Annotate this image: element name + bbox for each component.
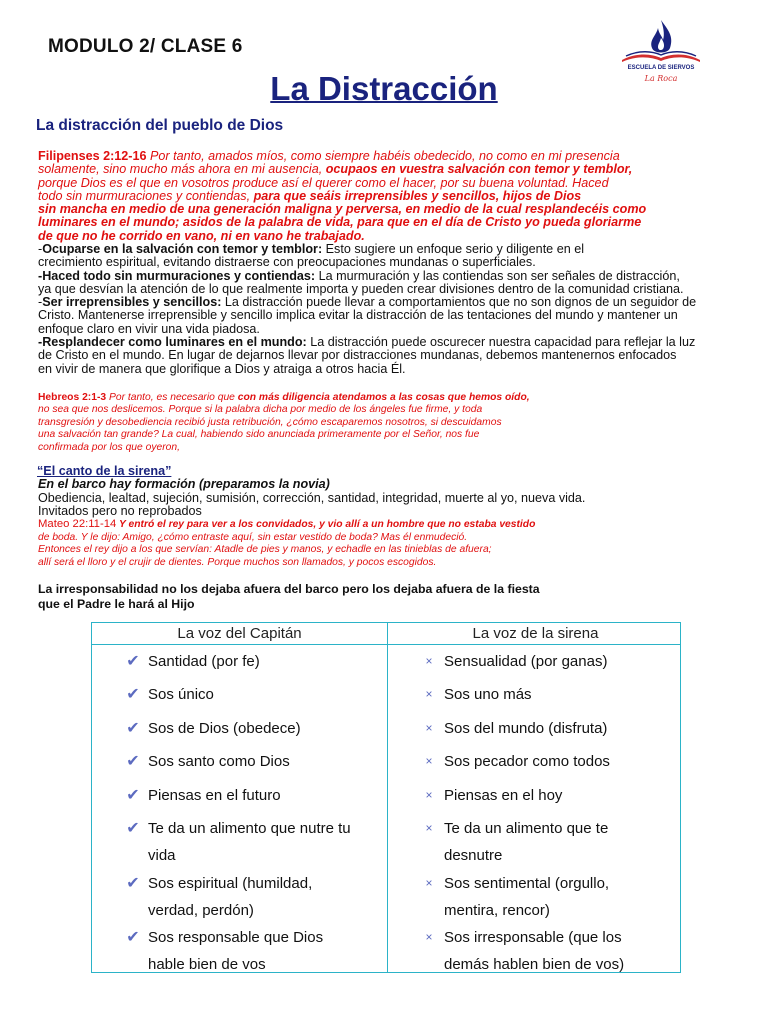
verse-line: todo sin murmuraciones y contiendas, para que seáis irreprensibles y sencillos, hijos de Dios [38, 188, 582, 203]
verse-reference: Hebreos 2:1-3 [38, 392, 107, 403]
siren-row-5 [425, 782, 563, 809]
cell-text: Piensas en el hoy [444, 787, 563, 804]
siren-row-3 [425, 715, 608, 742]
check-icon: ✔ [126, 820, 140, 837]
captain-row-4 [126, 748, 290, 775]
captain-row-3 [126, 715, 301, 742]
cell-text: Sos santo como Dios [148, 753, 290, 770]
cell-text: Sos pecador como todos [444, 753, 610, 770]
cell-text: Sos único [148, 686, 214, 703]
commentary-line: crecimiento espiritual, evitando distraerse con preocupaciones mundanas o superficiales. [38, 255, 536, 270]
school-logo [612, 18, 710, 90]
cell-text: Santidad (por fe) [148, 653, 260, 670]
verse-reference: Filipenses 2:12-16 [38, 149, 147, 163]
check-icon: ✔ [126, 753, 140, 770]
verse-line: Entonces el rey dijo a los que servían: Atadle de pies y manos, y echadle en las tinieblas de afuera; [38, 544, 492, 556]
commentary-line: -Haced todo sin murmuraciones y contiendas: La murmuración y las contiendas son ser señales de distracción, [38, 268, 680, 283]
commentary-line: ya que desvían la atención de lo que realmente importa y pueden crear divisiones dentro de la comunidad cristiana. [38, 281, 684, 296]
cell-text: demás hablen bien de vos) [444, 956, 625, 973]
verse-line: de boda. Y le dijo: Amigo, ¿cómo entraste aquí, sin estar vestido de boda? Mas él enmudeció. [38, 531, 468, 543]
verse-line: Hebreos 2:1-3 Por tanto, es necesario que con más diligencia atendamos a las cosas que hemos oído, [38, 392, 530, 403]
cell-text: Sos uno más [444, 686, 532, 703]
cell-text: Te da un alimento que nutre tu [148, 820, 351, 837]
page-title: La Distracción [270, 70, 498, 107]
captain-row-2 [126, 681, 214, 708]
siren-row-2 [425, 681, 532, 708]
check-icon: ✔ [126, 929, 140, 946]
cell-text: Sos sentimental (orgullo, [444, 875, 610, 892]
cell-text: hable bien de vos [148, 956, 266, 973]
verse-line: transgresión y desobediencia recibió justa retribución, ¿cómo escaparemos nosotros, si descuidamos [38, 416, 502, 428]
invited-line: Invitados pero no reprobados [38, 503, 202, 518]
check-icon: ✔ [126, 720, 140, 737]
cell-text: Sos de Dios (obedece) [148, 720, 301, 737]
logo-subtitle: La Roca [644, 74, 678, 83]
siren-section [38, 465, 738, 570]
siren-row-8 [425, 924, 625, 978]
cross-icon: × [425, 654, 433, 668]
cross-icon: × [425, 687, 433, 701]
cross-icon: × [425, 788, 433, 802]
cross-icon: × [425, 876, 433, 890]
siren-subtitle: En el barco hay formación (preparamos la novia) [38, 477, 330, 492]
commentary-line: en vivir de manera que glorifique a Dios y atraiga a otros hacia Él. [38, 361, 406, 376]
verse-line: solamente, sino mucho más ahora en mi ausencia, ocupaos en vuestra salvación con temor y temblor, [38, 162, 633, 177]
cell-text: Te da un alimento que te [444, 820, 609, 837]
commentary-line: de Cristo en el mundo. En lugar de dejarnos llevar por distracciones mundanas, debemos mantenernos enfocados [38, 348, 677, 363]
cross-icon: × [425, 754, 433, 768]
cell-text: mentira, rencor) [444, 902, 550, 919]
verse-line: de que no he corrido en vano, ni en vano he trabajado. [38, 228, 365, 243]
philippians-passage [38, 150, 738, 243]
verse-line: sin mancha en medio de una generación maligna y perversa, en medio de la cual resplandecéis como [38, 202, 647, 217]
verse-line: confirmada por los que oyeron, [38, 441, 180, 453]
check-icon: ✔ [126, 875, 140, 892]
verse-line: allí será el lloro y el crujir de dientes. Porque muchos son llamados, y pocos escogidos. [38, 556, 437, 568]
verse-line: Filipenses 2:12-16 Por tanto, amados míos, como siempre habéis obedecido, no como en mi presencia [38, 149, 620, 163]
header-siren: La voz de la sirena [472, 625, 599, 642]
check-icon: ✔ [126, 686, 140, 703]
verse-line: no sea que nos deslicemos. Porque si la palabra dicha por medio de los ángeles fue firme, y toda [38, 404, 483, 416]
siren-link[interactable]: “El canto de la sirena” [37, 464, 172, 478]
closing-statement: La irresponsabilidad no los dejaba afuera del barco pero los dejaba afuera de la fiesta que el Padre le hará al Hijo [38, 582, 540, 611]
section-heading: La distracción del pueblo de Dios [36, 117, 284, 134]
captain-row-5 [126, 782, 281, 809]
commentary-line: -Ocuparse en la salvación con temor y temblor: Esto sugiere un enfoque serio y diligente en el [38, 242, 584, 256]
siren-row-1 [425, 648, 608, 675]
check-icon: ✔ [126, 653, 140, 670]
siren-row-4 [425, 748, 610, 775]
cross-icon: × [425, 930, 433, 944]
header-captain: La voz del Capitán [177, 625, 302, 642]
cell-text: Sensualidad (por ganas) [444, 653, 608, 670]
cross-icon: × [425, 821, 433, 835]
commentary-line: -Resplandecer como luminares en el mundo: La distracción puede oscurecer nuestra capacidad para reflejar la luz [38, 335, 696, 350]
cross-icon: × [425, 721, 433, 735]
comparison-table [91, 622, 681, 973]
cell-text: Sos irresponsable (que los [444, 929, 622, 946]
cell-text: Piensas en el futuro [148, 787, 281, 804]
module-label: MODULO 2/ CLASE 6 [48, 36, 243, 57]
cell-text: verdad, perdón) [148, 902, 254, 919]
verse-line: luminares en el mundo; asidos de la palabra de vida, para que en el día de Cristo yo pueda gloriarme [38, 215, 642, 230]
flame-book-icon [612, 18, 710, 66]
siren-row-6 [425, 815, 609, 869]
cell-text: desnutre [444, 847, 503, 864]
logo-name: ESCUELA DE SIERVOS [627, 65, 695, 71]
cell-text: Sos espiritual (humildad, [148, 875, 313, 892]
siren-row-7 [425, 870, 610, 924]
formation-list: Obediencia, lealtad, sujeción, sumisión, corrección, santidad, integridad, muerte al yo, nueva vida. [38, 490, 586, 505]
captain-row-8 [126, 924, 324, 978]
cell-text: Sos responsable que Dios [148, 929, 324, 946]
check-icon: ✔ [126, 787, 140, 804]
verse-reference: Mateo 22:11-14 [38, 518, 117, 531]
captain-row-7 [126, 870, 313, 924]
hebrews-passage [38, 392, 738, 454]
commentary-line: -Ser irreprensibles y sencillos: La distracción puede llevar a comportamientos que no son dignos de un seguidor de [38, 295, 697, 310]
cell-text: Sos del mundo (disfruta) [444, 720, 608, 737]
cell-text: vida [148, 847, 176, 864]
verse-line: una salvación tan grande? La cual, habiendo sido anunciada primeramente por el Señor, nos fue [38, 429, 480, 441]
captain-row-6 [126, 815, 351, 869]
commentary-line: Cristo. Mantenerse irreprensible y sencillo implica evitar la distracción de las tentaciones del mundo y mantener un [38, 308, 678, 323]
verse-line: porque Dios es el que en vosotros produce así el querer como el hacer, por su buena voluntad. Haced [38, 175, 609, 190]
philippians-commentary [38, 243, 738, 376]
commentary-line: enfoque claro en vivir una vida piadosa. [38, 321, 260, 336]
verse-line: Mateo 22:11-14 Y entró el rey para ver a los convidados, y vio allí a un hombre que no estaba vestido [38, 518, 536, 531]
captain-row-1 [126, 648, 260, 675]
